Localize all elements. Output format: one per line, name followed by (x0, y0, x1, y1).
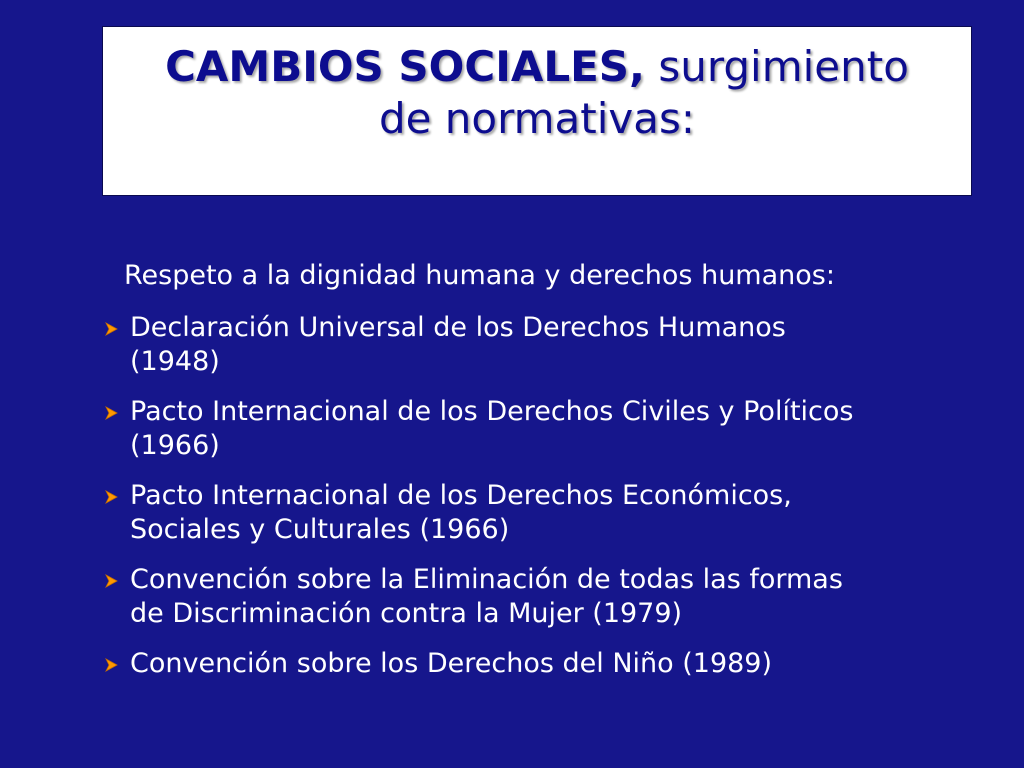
bullet-item (100, 311, 1000, 379)
subtitle: Respeto a la dignidad humana y derechos humanos: (124, 260, 835, 291)
bullet-item (100, 479, 1000, 547)
bullet-item (100, 647, 1000, 681)
title-normal-text: surgimiento (644, 42, 909, 91)
bullet-item (100, 563, 1000, 631)
bullet-item (100, 395, 1000, 463)
bullet-line-1: Pacto Internacional de los Derechos Económicos, (130, 480, 792, 511)
title-line-1 (103, 41, 971, 93)
bullet-line-2: (1966) (130, 430, 220, 461)
chevron-right-icon (104, 322, 120, 336)
chevron-right-icon (104, 658, 120, 672)
title-bold-text: CAMBIOS SOCIALES, (165, 42, 645, 91)
title-box (102, 26, 972, 196)
chevron-right-icon (104, 574, 120, 588)
bullet-line-1: Convención sobre los Derechos del Niño (1989) (130, 648, 773, 679)
bullet-line-1: Declaración Universal de los Derechos Humanos (130, 312, 786, 343)
bullet-line-1: Convención sobre la Eliminación de todas las formas (130, 564, 843, 595)
bullet-line-2: Sociales y Culturales (1966) (130, 514, 510, 545)
bullet-line-1: Pacto Internacional de los Derechos Civiles y Políticos (130, 396, 854, 427)
bullet-list (100, 311, 1000, 697)
bullet-line-2: (1948) (130, 346, 220, 377)
bullet-line-2: de Discriminación contra la Mujer (1979) (130, 598, 683, 629)
chevron-right-icon (104, 490, 120, 504)
chevron-right-icon (104, 406, 120, 420)
title-line-2: de normativas: (378, 94, 696, 143)
